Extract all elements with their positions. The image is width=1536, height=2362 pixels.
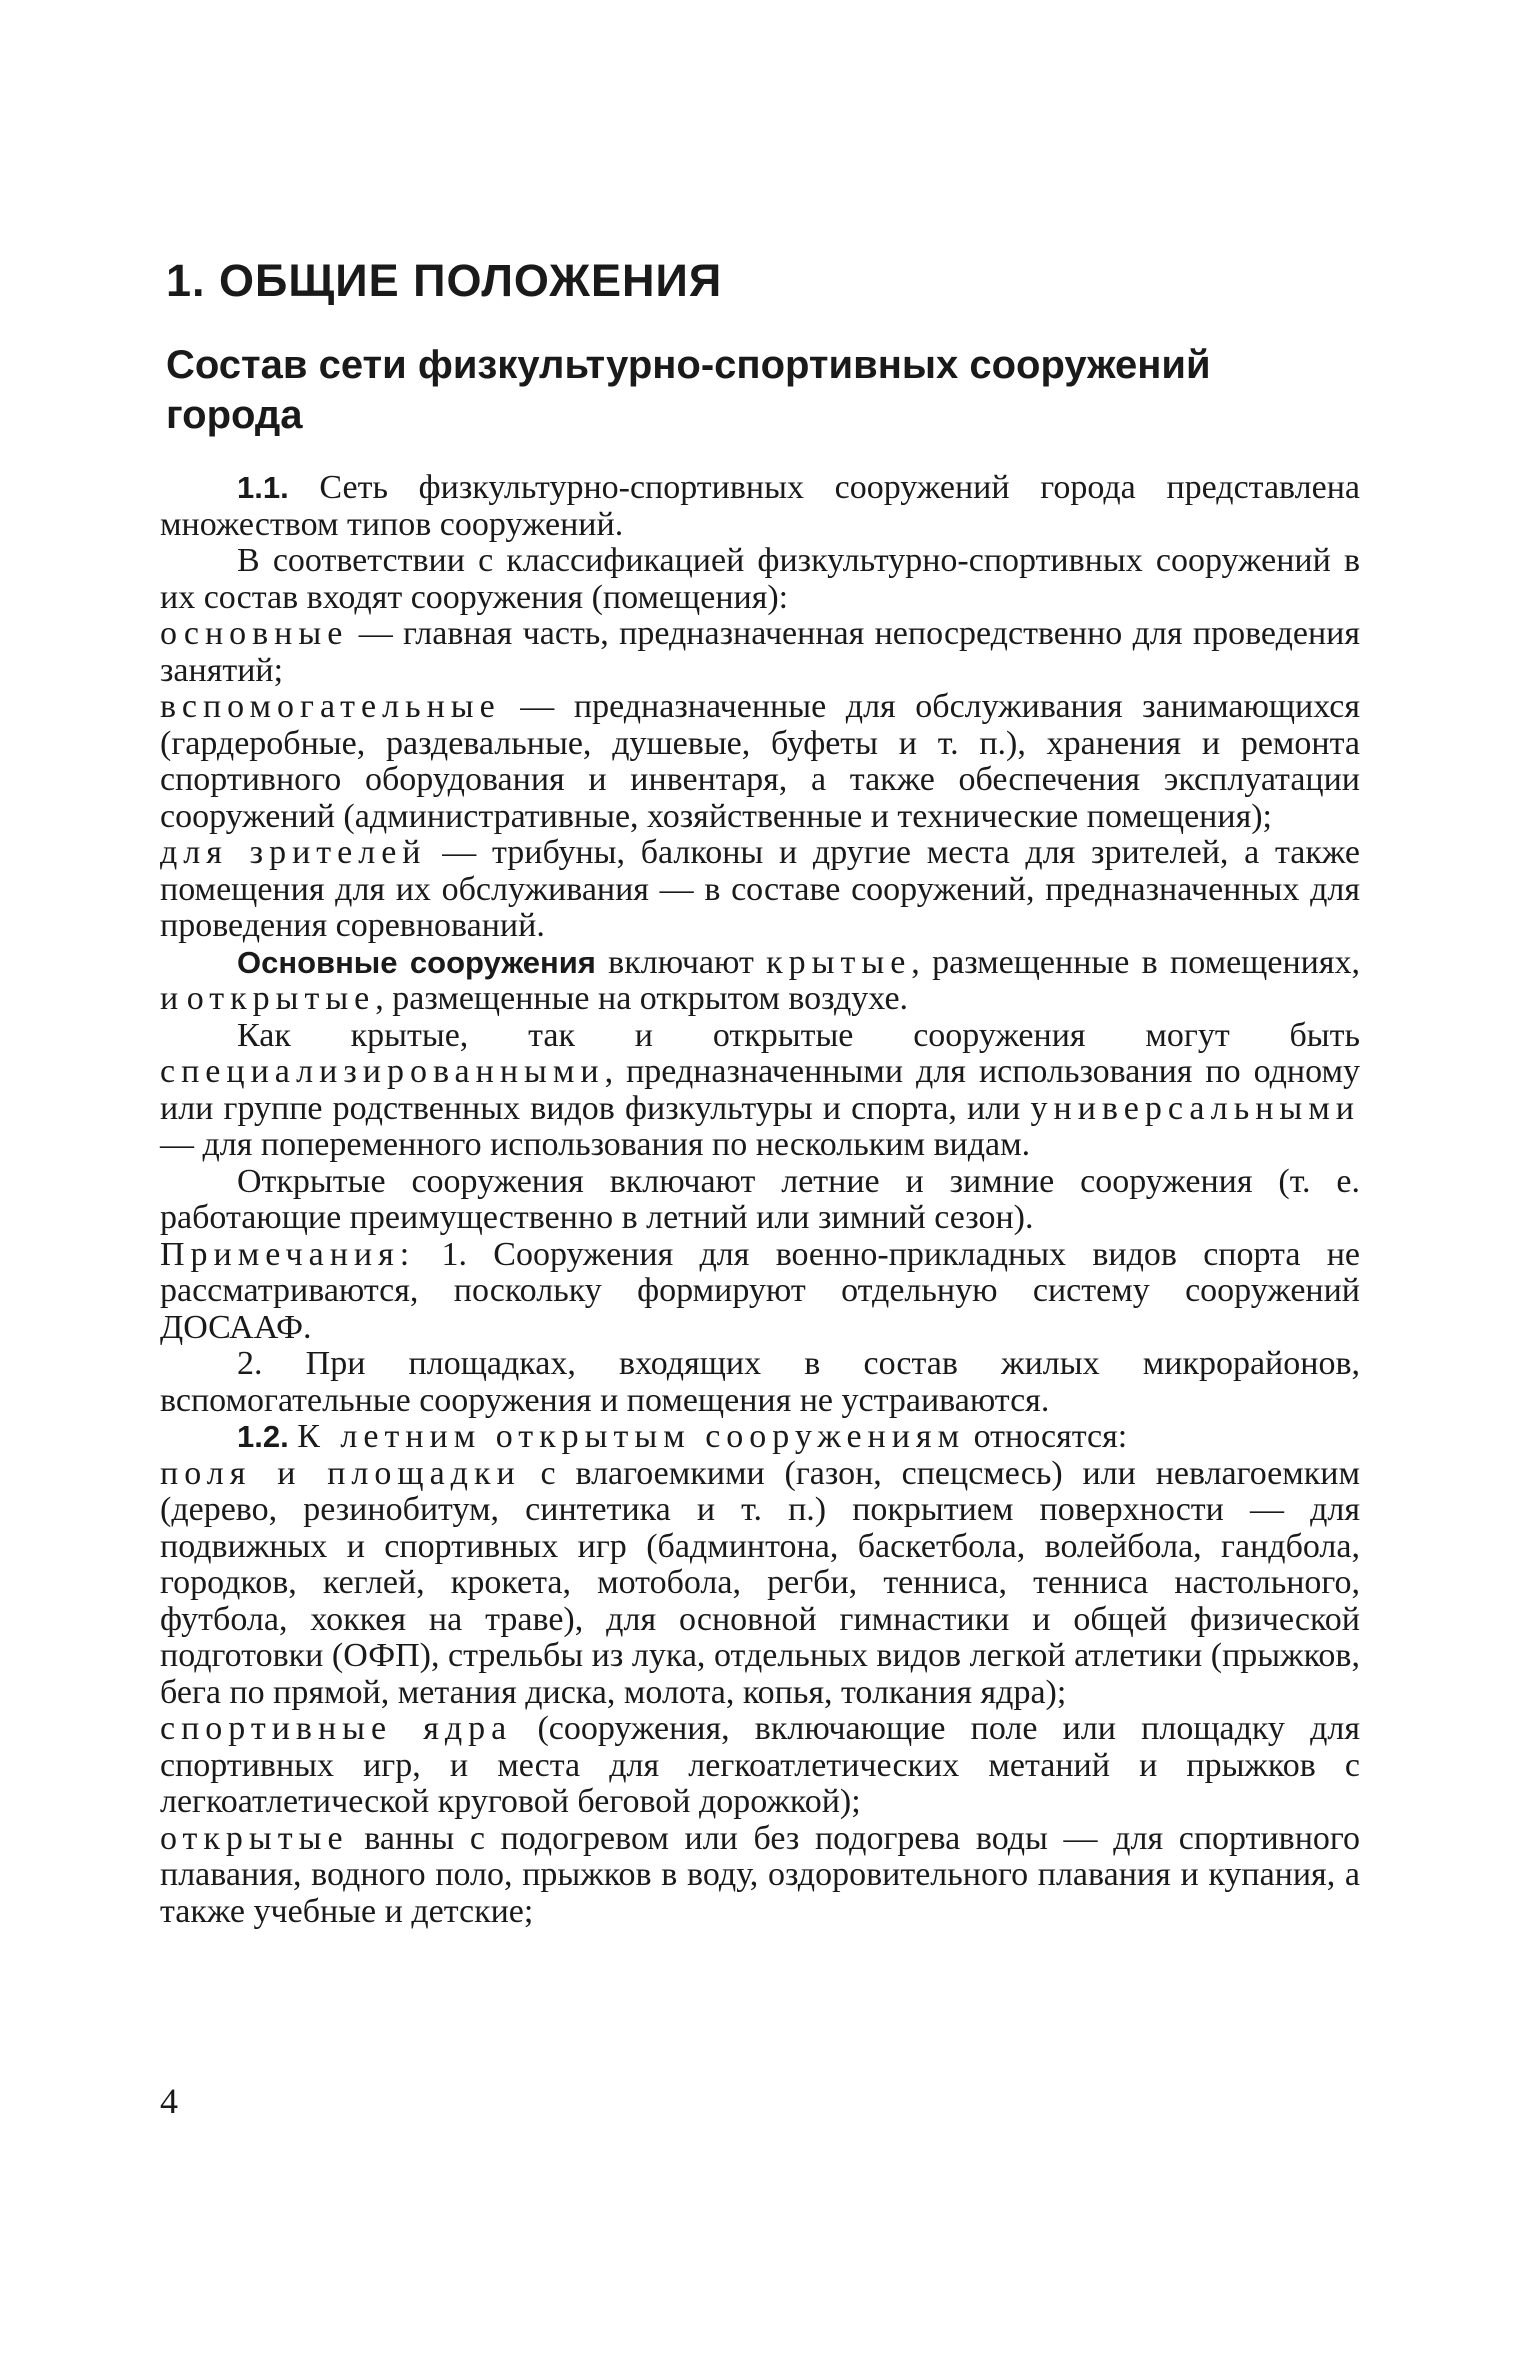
paragraph-1-1 — [160, 470, 1360, 543]
term-spaced: К летним открытым сооружениям — [297, 1418, 966, 1455]
term-spaced: крытые — [766, 943, 912, 981]
clause-number: 1.1. — [237, 470, 289, 505]
paragraph-main-rooms — [160, 616, 1360, 689]
paragraph-text: , размещенные в помещениях, и — [160, 943, 1360, 1017]
term-spaced: Примечания: — [160, 1235, 416, 1273]
paragraph-classification: В соответствии с классификацией физкультурно-спортивных сооружений в их состав входят сооружения (помещения): — [160, 542, 1360, 616]
paragraph-text: с влагоемкими (газон, спецсмесь) или невлагоемким (дерево, резинобитум, синтетика и т. п.) покрытием поверхности — для подвижных и спортивных игр (бадминтона, баскетбола, волейбола, гандбола, городков, кеглей, крокета, мотобола, регби, тенниса, тенниса настольного, футбола, хоккея на траве), для основной гимнастики и общей физической подготовки (ОФП), стрельбы из лука, отдельных видов легкой атлетики (прыжков, бега по прямой, метания диска, молота, копья, толкания ядра); — [160, 1454, 1361, 1711]
term-bold: Основные сооружения — [237, 944, 596, 980]
paragraph-open-facilities: Открытые сооружения включают летние и зимние сооружения (т. е. работающие преимущественно в летний или зимний сезон). — [160, 1162, 1360, 1236]
term-spaced: основные — [160, 615, 349, 652]
paragraph-main-facilities — [160, 945, 1360, 1018]
section-title: 1. ОБЩИЕ ПОЛОЖЕНИЯ — [166, 255, 723, 306]
paragraph-text: — предназначенные для обслуживания занимающихся (гардеробные, раздевальные, душевые, буфеты и т. п.), хранения и ремонта спортивного оборудования и инвентаря, а также обеспечения эксплуатации сооружений (административные, хозяйственные и технические помещения); — [160, 688, 1360, 835]
paragraph-spectators — [160, 835, 1360, 945]
paragraph-text: Как крытые, так и открытые сооружения могут быть — [237, 1016, 1360, 1054]
body-text — [160, 470, 1360, 1930]
paragraph-text: относятся: — [965, 1418, 1128, 1455]
paragraph-text: (сооружения, включающие поле или площадку для спортивных игр, и места для легкоатлетических метаний и прыжков с легкоатлетической круговой беговой дорожкой); — [160, 1710, 1361, 1820]
term-spaced: для зрителей — [160, 834, 427, 871]
paragraph-text: — для попеременного использования по нескольким видам. — [160, 1126, 1031, 1163]
term-spaced: открытые — [160, 1819, 349, 1857]
term-spaced: вспомогательные — [160, 688, 501, 725]
paragraph-text: — трибуны, балконы и другие места для зрителей, а также помещения для их обслуживания — в составе сооружений, предназначенных для проведения соревнований. — [160, 834, 1360, 944]
paragraph-fields — [160, 1456, 1360, 1712]
paragraph-note-2: 2. При площадках, входящих в состав жилых микрорайонов, вспомогательные сооружения и помещения не устраиваются. — [160, 1345, 1360, 1419]
clause-number: 1.2. — [237, 1419, 289, 1454]
paragraph-text: Сеть физкультурно-спортивных сооружений города представлена множеством типов сооружений. — [160, 469, 1360, 543]
paragraph-text: включают — [595, 943, 767, 981]
page-number: 4 — [160, 2081, 178, 2121]
term-spaced: спортивные ядра — [160, 1710, 513, 1747]
paragraph-sport-cores — [160, 1711, 1360, 1821]
paragraph-text: , предназначенными для использования по одному или группе родственных видов физкультуры и спорта, или — [160, 1053, 1360, 1127]
paragraph-note-1 — [160, 1237, 1360, 1347]
paragraph-text: — главная часть, предназначенная непосредственно для проведения занятий; — [160, 615, 1360, 689]
paragraph-text: ванны с подогревом или без подогрева воды — для спортивного плавания, водного поло, прыжков в воду, оздоровительного плавания и купания, а также учебные и детские; — [160, 1819, 1360, 1930]
paragraph-specialized — [160, 1018, 1360, 1164]
paragraph-text: , размещенные на открытом воздухе. — [375, 980, 909, 1017]
term-spaced: поля и площадки — [160, 1454, 521, 1492]
subsection-title: Состав сети физкультурно-спортивных сооружений города — [166, 343, 1211, 437]
term-spaced: открытые — [186, 980, 376, 1017]
term-spaced: специализированными — [160, 1053, 605, 1090]
term-spaced: универсальными — [1030, 1089, 1360, 1127]
paragraph-1-2 — [160, 1419, 1360, 1456]
paragraph-text: 1. Сооружения для военно-прикладных видов спорта не рассматриваются, поскольку формируют отдельную систему сооружений ДОСААФ. — [160, 1235, 1360, 1346]
paragraph-auxiliary-rooms — [160, 689, 1360, 835]
paragraph-pools — [160, 1821, 1360, 1931]
